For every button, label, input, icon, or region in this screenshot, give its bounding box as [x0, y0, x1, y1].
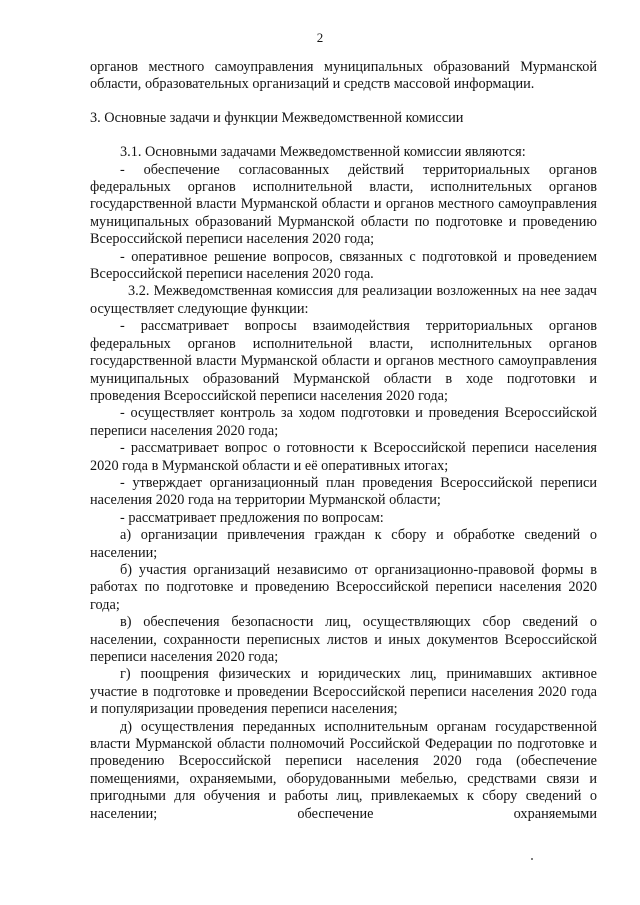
- subitem-g: г) поощрения физических и юридических лиц, принимавших активное участие в подготовке и проведении Всероссийской переписи населения 2020 года и популяризации проведения переписи населения;: [90, 666, 597, 718]
- subitem-v: в) обеспечения безопасности лиц, осуществляющих сбор сведений о населении, сохранности переписных листов и иных документов Всероссийской переписи населения 2020 года;: [90, 614, 597, 665]
- intro-paragraph: органов местного самоуправления муниципальных образований Мурманской области, образовательных организаций и средств массовой информации.: [90, 59, 597, 93]
- clause-3-1-item: - оперативное решение вопросов, связанных с подготовкой и проведением Всероссийской переписи населения 2020 года.: [90, 248, 597, 283]
- subitem-a: а) организации привлечения граждан к сбору и обработке сведений о населении;: [90, 527, 597, 561]
- scan-speck: [531, 858, 533, 860]
- subitem-b: б) участия организаций независимо от организационно-правовой формы в работах по подготовке и проведению Всероссийской переписи населения 2020 года;: [90, 561, 597, 613]
- clause-3-2-item: - рассматривает предложения по вопросам:: [120, 509, 384, 526]
- clause-3-1-title: 3.1. Основными задачами Межведомственной комиссии являются:: [120, 144, 526, 161]
- subitem-d: д) осуществления переданных исполнительным органам государственной власти Мурманской области полномочий Российской Федерации по подготовке и проведению Всероссийской переписи населения 2020 года (обеспечение помещениями, охраняемыми, оборудованными мебелью, средствами связи и пригодными для обучения и работы лиц, привлекаемых к сбору сведений о населении; обеспечение охраняемыми: [90, 718, 597, 822]
- clause-3-2-item: - рассматривает вопросы взаимодействия территориальных органов федеральных органов исполнительной власти, исполнительных органов государственной власти Мурманской области и органов местного самоуправления муниципальных образований Мурманской области в ходе подготовки и проведения Всероссийской переписи населения 2020 года;: [90, 318, 597, 404]
- page-number: 2: [316, 30, 324, 45]
- clause-3-1-item: - обеспечение согласованных действий территориальных органов федеральных органов исполнительной власти, исполнительных органов государственной власти Мурманской области и органов местного самоуправления муниципальных образований Мурманской области по подготовке и проведению Всероссийской переписи населения 2020 года;: [90, 161, 597, 248]
- clause-3-2-item: - рассматривает вопрос о готовности к Всероссийской переписи населения 2020 года в Мурманской области и её оперативных итогах;: [90, 440, 597, 474]
- clause-3-2-title: 3.2. Межведомственная комиссия для реализации возложенных на нее задач осуществляет следующие функции:: [90, 283, 597, 317]
- document-body: [90, 59, 597, 823]
- section-heading: 3. Основные задачи и функции Межведомственной комиссии: [90, 109, 464, 126]
- clause-3-2-item: - осуществляет контроль за ходом подготовки и проведения Всероссийской переписи населения 2020 года;: [90, 405, 597, 439]
- clause-3-2-item: - утверждает организационный план проведения Всероссийской переписи населения 2020 года на территории Мурманской области;: [90, 474, 597, 509]
